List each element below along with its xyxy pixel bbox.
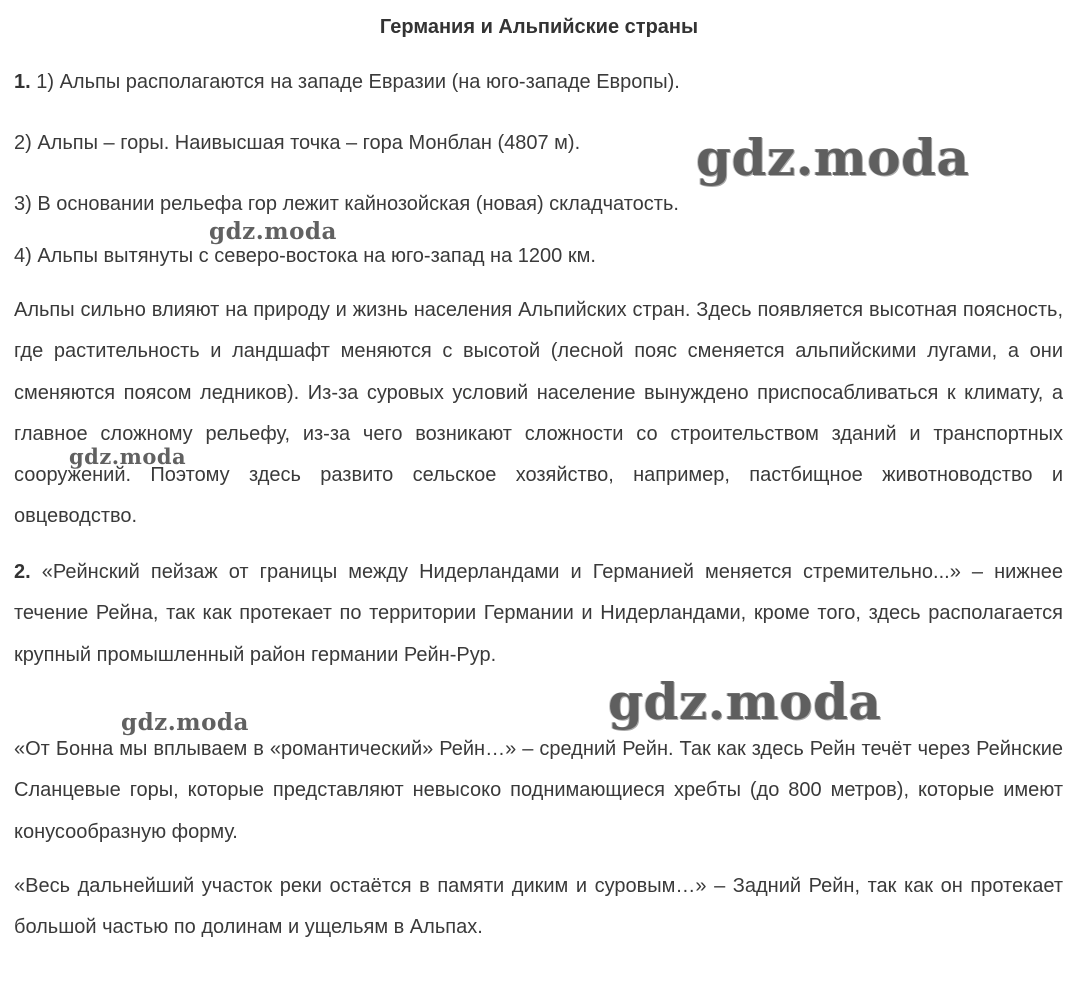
- section-1-paragraph: Альпы сильно влияют на природу и жизнь населения Альпийских стран. Здесь появляется высотная поясность, где растительность и ландшафт меняются с высотой (лесной пояс сменяется альпийскими лугами, а они сменяются поясом ледников). Из-за суровых условий население вынуждено приспосабливаться к климату, а главное сложному рельефу, из-за чего возникают сложности со строительством зданий и транспортных сооружений. Поэтому здесь развито сельское хозяйство, например, пастбищное животноводство и овцеводство.: [14, 299, 1063, 528]
- section-2-paragraph-1: [14, 552, 1063, 676]
- section-2-paragraph-1-text: «Рейнский пейзаж от границы между Нидерландами и Германией меняется стремительно...» – нижнее течение Рейна, так как протекает по территории Германии и Нидерландами, кроме того, здесь располагается крупный промышленный район германии Рейн-Рур.: [14, 561, 1063, 666]
- section-1-item-3: 3) В основании рельефа гор лежит кайнозойская (новая) складчатость.: [14, 193, 679, 215]
- section-1-number: 1.: [14, 71, 31, 93]
- watermark-logo: gdz.moda: [69, 444, 187, 469]
- watermark-logo: gdz.moda: [209, 218, 337, 245]
- section-2-number: 2.: [14, 561, 31, 583]
- section-1-item-2: 2) Альпы – горы. Наивысшая точка – гора Монблан (4807 м).: [14, 132, 581, 154]
- document-page: [14, 0, 1064, 990]
- item-text: 1) Альпы располагаются на западе Евразии (на юго-западе Европы).: [36, 71, 680, 93]
- section-1-item-4: 4) Альпы вытянуты с северо-востока на юго-запад на 1200 км.: [14, 245, 596, 267]
- watermark-logo: gdz.moda: [608, 672, 882, 731]
- page-title: Германия и Альпийские страны: [379, 16, 699, 38]
- section-2-paragraph-2: «От Бонна мы вплываем в «романтический» Рейн…» – средний Рейн. Так как здесь Рейн течёт через Рейнские Сланцевые горы, которые представляют невысоко поднимающиеся хребты (до 800 метров), которые имеют конусообразную форму.: [14, 738, 1063, 843]
- watermark-logo: gdz.moda: [121, 709, 249, 736]
- section-1-item-1: [14, 68, 680, 96]
- section-2-paragraph-3: «Весь дальнейший участок реки остаётся в памяти диким и суровым…» – Задний Рейн, так как он протекает большой частью по долинам и ущельям в Альпах.: [14, 875, 1063, 939]
- watermark-logo: gdz.moda: [696, 128, 970, 187]
